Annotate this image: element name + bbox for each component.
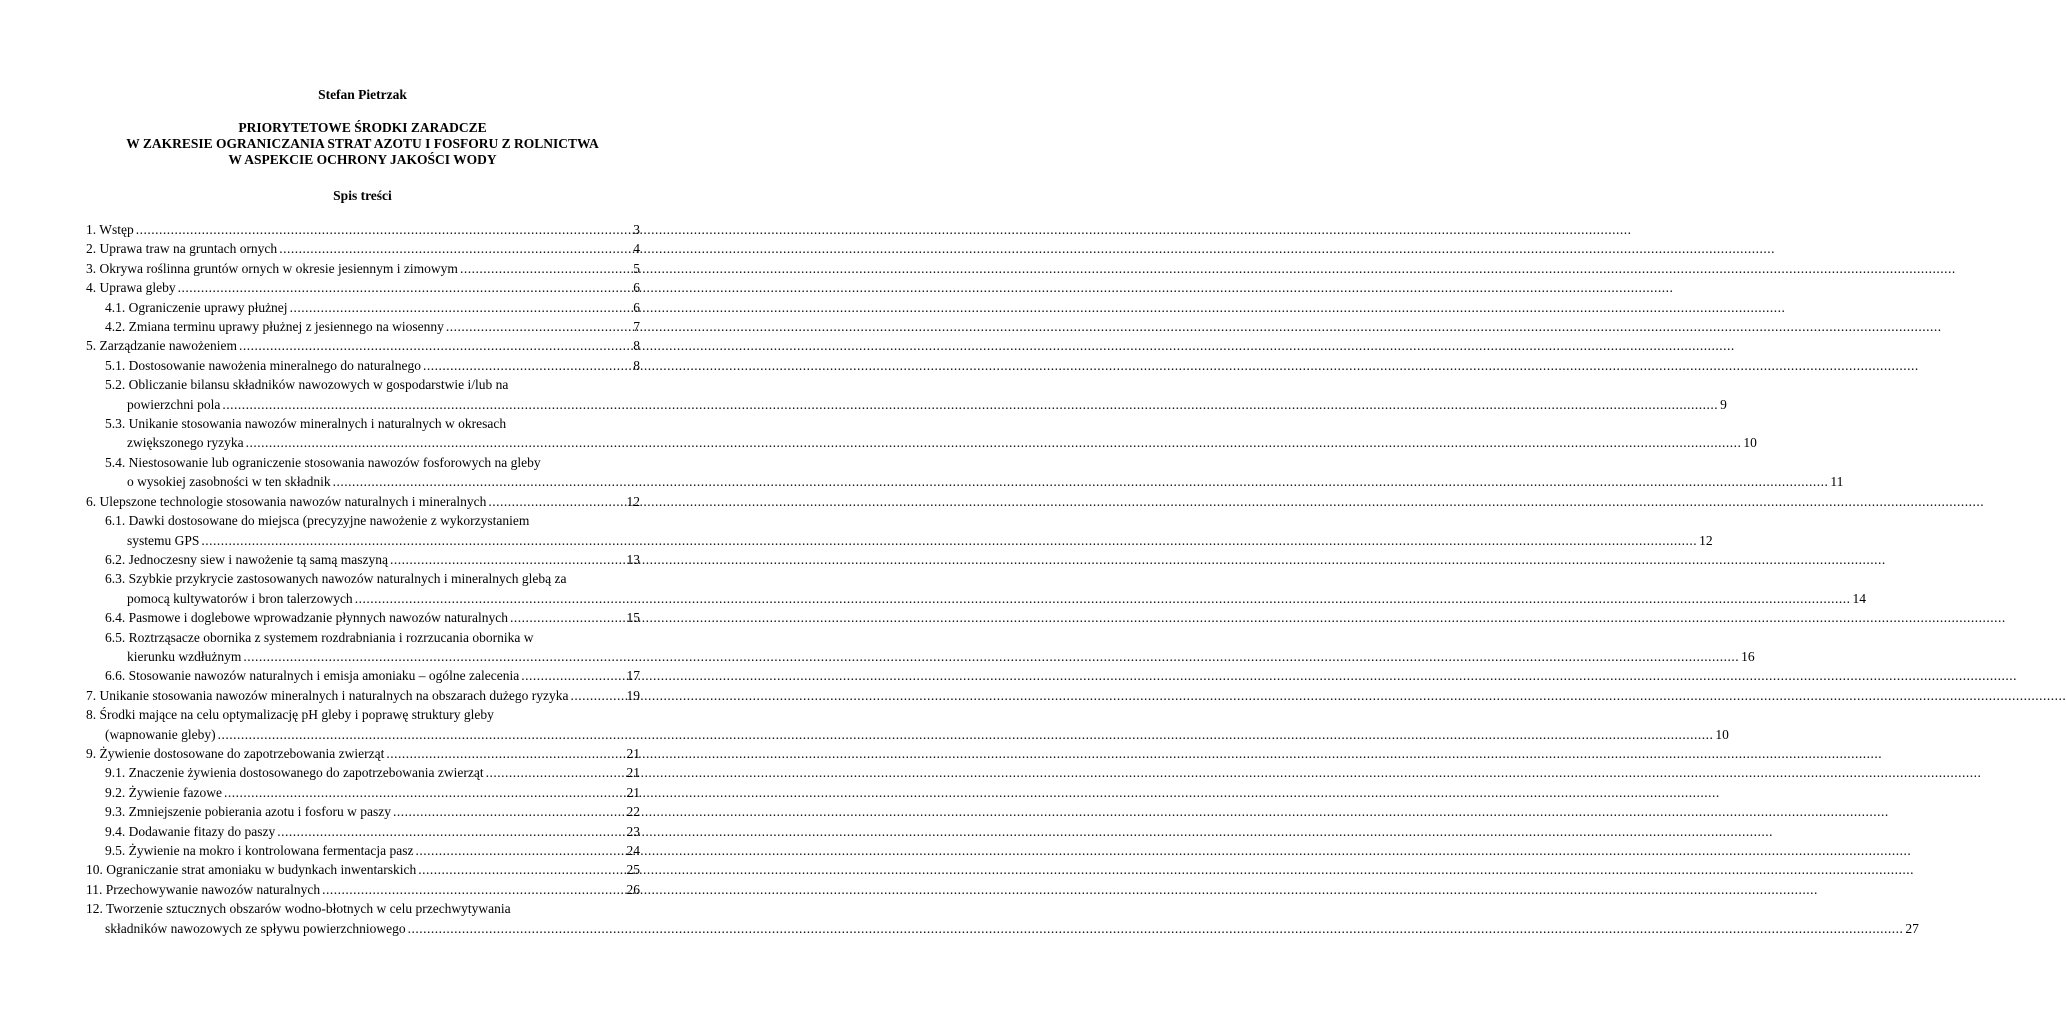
toc-entry-title: 12. Tworzenie sztucznych obszarów wodno-błotnych w celu przechwytywania xyxy=(86,901,511,917)
toc-entry-continuation xyxy=(86,919,1919,938)
toc-entry-title: (wapnowanie gleby) xyxy=(105,726,216,742)
toc-page-number: 22 xyxy=(626,804,640,820)
title-line: PRIORYTETOWE ŚRODKI ZARADCZE xyxy=(238,120,487,135)
toc-entry-line xyxy=(105,783,640,802)
dot-leader xyxy=(279,239,631,258)
toc-entry-title: 6.3. Szybkie przykrycie zastosowanych nawozów naturalnych i mineralnych glebą za xyxy=(105,571,567,587)
toc-entry[interactable] xyxy=(86,259,640,278)
toc-entry[interactable] xyxy=(86,511,1713,550)
toc-page-number: 4 xyxy=(633,241,640,257)
toc-entry[interactable] xyxy=(86,608,640,627)
title-line: W ASPEKCIE OCHRONY JAKOŚCI WODY xyxy=(228,152,497,167)
toc-page-number: 3 xyxy=(633,222,640,237)
dot-leader xyxy=(446,317,631,336)
toc-entry-title: kierunku wzdłużnym xyxy=(127,648,242,664)
toc-entry-title: 6.6. Stosowanie nawozów naturalnych i emisja amoniaku – ogólne zalecenia xyxy=(105,668,520,684)
toc-page-number: 10 xyxy=(1715,726,1729,742)
toc-entry-line xyxy=(105,550,640,569)
toc-entry-continuation xyxy=(105,433,1757,452)
table-of-contents xyxy=(86,220,1919,938)
toc-entry-line xyxy=(105,802,640,821)
toc-entry-line xyxy=(105,317,640,336)
toc-entry-title: powierzchni pola xyxy=(127,396,221,412)
toc-entry-line xyxy=(105,356,640,375)
dot-leader xyxy=(333,474,1829,489)
toc-entry[interactable] xyxy=(86,899,1919,938)
toc-entry-line xyxy=(86,278,640,297)
dot-leader xyxy=(570,686,624,705)
toc-page-number: 6 xyxy=(633,299,640,315)
document-title xyxy=(0,120,725,168)
toc-entry[interactable] xyxy=(86,822,640,841)
toc-entry-line xyxy=(86,220,640,239)
toc-entry-title: 9.4. Dodawanie fitazy do paszy xyxy=(105,823,276,839)
toc-entry-title: 4. Uprawa gleby xyxy=(86,280,176,296)
toc-entry-title: 1. Wstęp xyxy=(86,222,134,237)
toc-entry[interactable] xyxy=(86,705,1729,744)
toc-page-number: 26 xyxy=(626,881,640,897)
toc-page-number: 11 xyxy=(1830,474,1844,490)
toc-entry-continuation xyxy=(105,589,1866,608)
toc-entry-title: zwiększonego ryzyka xyxy=(127,435,244,451)
toc-page-number: 15 xyxy=(626,610,640,626)
toc-entry-title: 4.1. Ograniczenie uprawy płużnej xyxy=(105,299,288,315)
toc-entry[interactable] xyxy=(86,375,1727,414)
toc-entry-title: pomocą kultywatorów i bron talerzowych xyxy=(127,590,353,606)
toc-entry[interactable] xyxy=(86,880,640,899)
toc-entry-title: 9. Żywienie dostosowane do zapotrzebowania zwierząt xyxy=(86,745,385,761)
dot-leader xyxy=(390,550,624,569)
toc-page-number: 21 xyxy=(626,784,640,800)
toc-entry-line xyxy=(86,686,640,705)
toc-entry-line xyxy=(105,298,640,317)
toc-entry[interactable] xyxy=(86,763,640,782)
toc-entry-line xyxy=(86,744,640,763)
toc-entry-line xyxy=(86,492,640,511)
toc-page-number: 17 xyxy=(626,668,640,684)
toc-entry-title: 3. Okrywa roślinna gruntów ornych w okresie jesiennym i zimowym xyxy=(86,260,458,276)
toc-entry[interactable] xyxy=(86,298,640,317)
title-line: W ZAKRESIE OGRANICZANIA STRAT AZOTU I FOSFORU Z ROLNICTWA xyxy=(126,136,599,151)
toc-entry-title: 6.2. Jednoczesny siew i nawożenie tą samą maszyną xyxy=(105,551,389,567)
author-name: Stefan Pietrzak xyxy=(318,87,407,102)
dot-leader xyxy=(178,278,632,297)
toc-entry-title: 5.4. Niestosowanie lub ograniczenie stosowania nawozów fosforowych na gleby xyxy=(105,454,541,470)
toc-entry[interactable] xyxy=(86,317,640,336)
toc-page-number: 8 xyxy=(633,338,640,354)
dot-leader xyxy=(355,591,1851,606)
toc-entry[interactable] xyxy=(86,414,1757,453)
dot-leader xyxy=(486,763,625,782)
toc-entry-line xyxy=(86,239,640,258)
dot-leader xyxy=(393,802,624,821)
toc-entry-title: 9.1. Znaczenie żywienia dostosowanego do zapotrzebowania zwierząt xyxy=(105,765,484,781)
toc-entry[interactable] xyxy=(86,802,640,821)
toc-page-number: 19 xyxy=(626,687,640,703)
dot-leader xyxy=(460,259,631,278)
toc-entry-title: 4.2. Zmiana terminu uprawy płużnej z jesiennego na wiosenny xyxy=(105,319,444,335)
toc-entry-title: 6.1. Dawki dostosowane do miejsca (precyzyjne nawożenie z wykorzystaniem xyxy=(105,513,530,529)
toc-entry[interactable] xyxy=(86,841,640,860)
dot-leader xyxy=(201,533,1697,548)
toc-entry[interactable] xyxy=(86,336,640,355)
toc-page-number: 13 xyxy=(626,551,640,567)
toc-page-number: 21 xyxy=(626,765,640,781)
toc-entry-line xyxy=(105,841,640,860)
toc-entry-line xyxy=(105,822,640,841)
toc-entry-title: 6. Ulepszone technologie stosowania nawozów naturalnych i mineralnych xyxy=(86,493,487,509)
toc-entry[interactable] xyxy=(86,744,640,763)
toc-page-number: 14 xyxy=(1852,590,1866,606)
toc-page-number: 24 xyxy=(626,843,640,858)
toc-entry-title: 9.5. Żywienie na mokro i kontrolowana fermentacja pasz xyxy=(105,843,414,858)
toc-entry[interactable] xyxy=(86,686,640,705)
toc-entry[interactable] xyxy=(86,628,1755,667)
toc-entry[interactable] xyxy=(86,220,640,239)
toc-entry-continuation xyxy=(86,725,1729,744)
toc-entry-title: 5.2. Obliczanie bilansu składników nawozowych w gospodarstwie i/lub na xyxy=(105,377,509,393)
toc-entry-title: 9.3. Zmniejszenie pobierania azotu i fosforu w paszy xyxy=(105,804,392,820)
toc-page-number: 27 xyxy=(1905,920,1919,936)
dot-leader xyxy=(416,841,625,860)
toc-entry[interactable] xyxy=(86,356,640,375)
toc-entry-title: 5.1. Dostosowanie nawożenia mineralnego do naturalnego xyxy=(105,357,422,373)
toc-entry[interactable] xyxy=(86,492,640,511)
toc-entry[interactable] xyxy=(86,860,640,879)
toc-page-number: 5 xyxy=(633,260,640,276)
toc-entry-line xyxy=(105,608,640,627)
toc-entry-title: 10. Ograniczanie strat amoniaku w budynkach inwentarskich xyxy=(86,862,417,878)
dot-leader xyxy=(224,783,625,802)
dot-leader xyxy=(243,649,1739,664)
toc-page-number: 23 xyxy=(626,823,640,839)
toc-entry-line xyxy=(105,763,640,782)
toc-entry[interactable] xyxy=(86,783,640,802)
dot-leader xyxy=(386,744,624,763)
toc-entry-title: 7. Unikanie stosowania nawozów mineralnych i naturalnych na obszarach dużego ryzyka xyxy=(86,687,569,703)
dot-leader xyxy=(277,822,624,841)
dot-leader xyxy=(246,435,1742,450)
toc-heading: Spis treści xyxy=(333,188,392,203)
toc-entry[interactable] xyxy=(86,550,640,569)
toc-entry[interactable] xyxy=(86,278,640,297)
toc-page-number: 16 xyxy=(1741,648,1755,664)
toc-entry-title: 8. Środki mające na celu optymalizację pH gleby i poprawę struktury gleby xyxy=(86,707,494,723)
toc-entry-title: 5. Zarządzanie nawożeniem xyxy=(86,338,238,354)
dot-leader xyxy=(136,220,632,239)
toc-page-number: 8 xyxy=(633,357,640,373)
toc-entry-line xyxy=(105,666,640,685)
toc-entry[interactable] xyxy=(86,239,640,258)
dot-leader xyxy=(239,336,631,355)
toc-entry-title: 6.4. Pasmowe i doglebowe wprowadzanie płynnych nawozów naturalnych xyxy=(105,610,509,626)
dot-leader xyxy=(423,356,631,375)
dot-leader xyxy=(521,666,624,685)
dot-leader xyxy=(488,492,624,511)
toc-entry-line xyxy=(86,880,640,899)
toc-entry-continuation xyxy=(105,395,1727,414)
toc-entry-title: 2. Uprawa traw na gruntach ornych xyxy=(86,241,278,257)
toc-entry-title: systemu GPS xyxy=(127,532,200,548)
toc-entry-title: składników nawozowych ze spływu powierzchniowego xyxy=(105,920,406,936)
dot-leader xyxy=(222,397,1718,412)
toc-entry-continuation xyxy=(105,531,1713,550)
toc-entry-line xyxy=(86,860,640,879)
dot-leader xyxy=(218,727,1714,742)
toc-entry[interactable] xyxy=(86,569,1866,608)
toc-entry-continuation xyxy=(105,647,1755,666)
toc-entry-title: 6.5. Roztrząsacze obornika z systemem rozdrabniania i rozrzucania obornika w xyxy=(105,629,534,645)
dot-leader xyxy=(418,860,624,879)
toc-page-number: 6 xyxy=(633,280,640,296)
toc-entry-line xyxy=(86,259,640,278)
dot-leader xyxy=(408,921,1904,936)
dot-leader xyxy=(322,880,624,899)
toc-entry-title: 9.2. Żywienie fazowe xyxy=(105,784,222,800)
toc-entry-title: o wysokiej zasobności w ten składnik xyxy=(127,474,331,490)
toc-page-number: 10 xyxy=(1743,435,1757,451)
toc-entry-title: 5.3. Unikanie stosowania nawozów mineralnych i naturalnych w okresach xyxy=(105,416,507,432)
toc-page-number: 21 xyxy=(626,745,640,761)
toc-page-number: 12 xyxy=(626,493,640,509)
toc-entry[interactable] xyxy=(86,453,1844,492)
toc-page-number: 9 xyxy=(1720,396,1727,412)
toc-entry[interactable] xyxy=(86,666,640,685)
toc-entry-line xyxy=(86,336,640,355)
toc-page-number: 7 xyxy=(633,319,640,335)
toc-entry-title: 11. Przechowywanie nawozów naturalnych xyxy=(86,881,321,897)
dot-leader xyxy=(290,298,632,317)
toc-page-number: 25 xyxy=(626,862,640,878)
dot-leader xyxy=(510,608,624,627)
toc-entry-continuation xyxy=(105,472,1844,491)
toc-page-number: 12 xyxy=(1699,532,1713,548)
